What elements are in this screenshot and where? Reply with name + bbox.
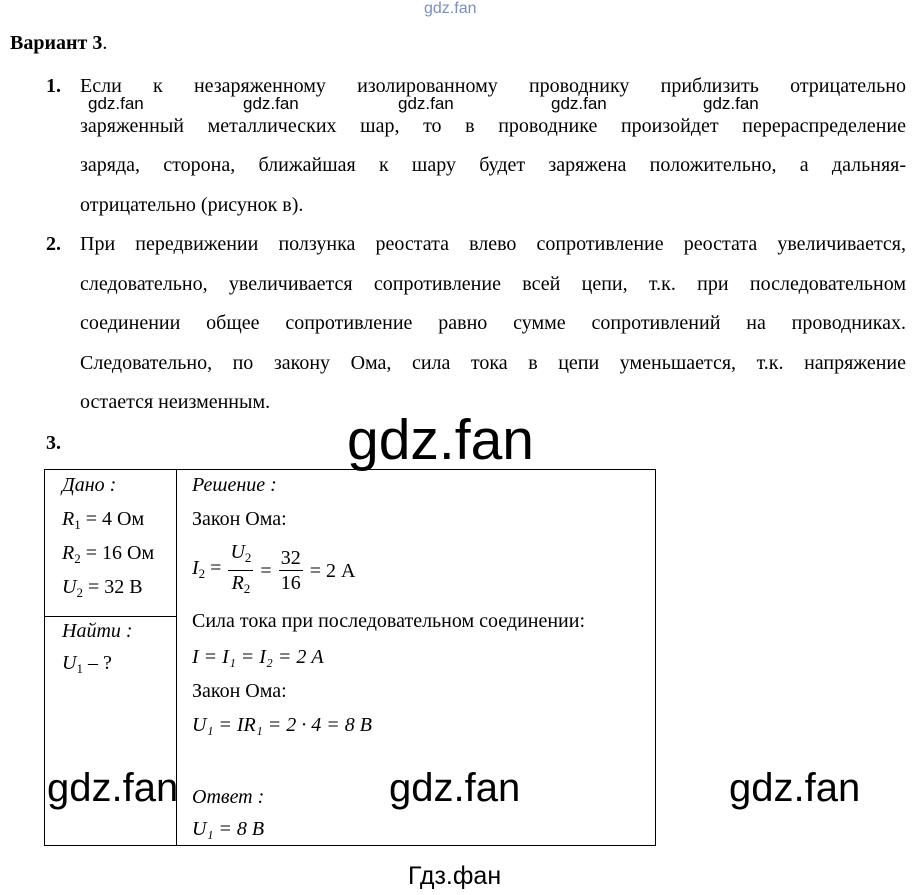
variant-title bbox=[10, 32, 107, 55]
eq1-lhs-sym: I bbox=[192, 556, 199, 579]
given-u2-sym: U bbox=[62, 576, 77, 598]
given-u2-value: = 32 В bbox=[87, 576, 143, 598]
answer-label: Ответ : bbox=[192, 786, 265, 808]
item-2-line-5: остается неизменным. bbox=[80, 391, 271, 413]
given-r1-value: = 4 Ом bbox=[85, 508, 145, 530]
watermark-row-5: gdz.fan bbox=[703, 94, 759, 113]
watermark-top: gdz.fan bbox=[424, 0, 477, 17]
find-label: Найти : bbox=[62, 620, 133, 642]
eq1-fraction-numeric bbox=[279, 546, 303, 595]
watermark-bottom-1: gdz.fan bbox=[47, 766, 179, 810]
item-2-line-2: следовательно, увеличивается сопротивление всей цепи, т.к. при последовательном bbox=[80, 272, 906, 295]
solution-label: Решение : bbox=[192, 474, 277, 496]
law-ohm-2: Закон Ома: bbox=[192, 680, 287, 702]
eq1-lhs-sub: 2 bbox=[198, 565, 206, 581]
item-2-line-3: соединении общее сопротивление равно сумме сопротивлений на проводниках. bbox=[80, 312, 906, 334]
item-2-line-4: Следовательно, по закону Ома, сила тока в цепи уменьшается, т.к. напряжение bbox=[80, 351, 906, 374]
eq1-frac1-num: U bbox=[230, 541, 245, 563]
given-r2 bbox=[62, 542, 154, 567]
watermark-bottom-3: gdz.fan bbox=[729, 766, 861, 810]
equation-i2: $I_2$ = $\frac{U_2}{R_2}$ = $\frac{32}{16}$ = 2 А bbox=[192, 540, 355, 601]
watermark-row-4: gdz.fan bbox=[551, 94, 607, 113]
footer-site-name: Гдз.фан bbox=[408, 862, 502, 890]
item-2-line-1: При передвижении ползунка реостата влево сопротивление реостата увеличивается, bbox=[80, 233, 906, 255]
solution-label-text: Решение bbox=[192, 474, 266, 496]
variant-title-text: Вариант 3 bbox=[10, 32, 103, 54]
watermark-big: gdz.fan bbox=[347, 408, 534, 472]
watermark-bottom-2: gdz.fan bbox=[389, 766, 521, 810]
eq1-fraction-symbolic bbox=[228, 540, 253, 601]
law-ohm-1: Закон Ома: bbox=[192, 508, 287, 530]
given-r2-sym: R bbox=[62, 542, 75, 564]
find-rest: – ? bbox=[87, 652, 112, 674]
item-1-line-2: заряженный металлических шар, то в проводнике произойдет перераспределение bbox=[80, 114, 906, 137]
given-r2-sub: 2 bbox=[74, 551, 81, 566]
find-sym: U bbox=[62, 652, 77, 674]
equation-currents: I = I₁ = I₂ = 2 А bbox=[192, 646, 324, 668]
eq1-frac2-num: 32 bbox=[280, 547, 301, 569]
given-u2 bbox=[62, 576, 143, 601]
item-1-number: 1. bbox=[46, 75, 61, 97]
equation-u1: U₁ = IR₁ = 2 · 4 = 8 В bbox=[192, 714, 372, 736]
eq1-frac1-num-sub: 2 bbox=[244, 550, 252, 565]
eq1-frac1-den: R bbox=[231, 572, 244, 594]
eq1-result: = 2 А bbox=[309, 559, 356, 582]
eq1-frac1-den-sub: 2 bbox=[243, 581, 251, 596]
table-horizontal-divider bbox=[44, 616, 176, 617]
item-1-line-4: отрицательно (рисунок в). bbox=[80, 193, 304, 216]
item-1-line-1: Если к незаряженному изолированному проводнику приблизить отрицательно bbox=[80, 75, 906, 97]
item-1-line-3: заряда, сторона, ближайшая к шару будет заряжена положительно, а дальняя- bbox=[80, 154, 906, 176]
find-value bbox=[62, 652, 112, 677]
given-label-text: Дано bbox=[62, 474, 105, 496]
given-r1-sym: R bbox=[62, 508, 75, 530]
answer-value: U₁ = 8 В bbox=[192, 818, 265, 840]
item-1-text bbox=[80, 67, 906, 225]
answer-label-text: Ответ bbox=[192, 786, 253, 808]
series-current-text: Сила тока при последовательном соединении: bbox=[192, 610, 586, 632]
given-u2-sub: 2 bbox=[76, 585, 83, 600]
watermark-row-3: gdz.fan bbox=[398, 94, 454, 113]
item-2-text bbox=[80, 225, 906, 423]
item-2-number: 2. bbox=[46, 233, 61, 255]
given-r2-value: = 16 Ом bbox=[85, 542, 155, 564]
find-sub: 1 bbox=[76, 661, 83, 676]
watermark-row-2: gdz.fan bbox=[243, 94, 299, 113]
given-label: Дано : bbox=[62, 474, 117, 496]
watermark-row-1: gdz.fan bbox=[88, 94, 144, 113]
given-r1-sub: 1 bbox=[74, 517, 81, 532]
find-label-text: Найти bbox=[62, 620, 121, 642]
eq1-frac2-den: 16 bbox=[280, 572, 301, 594]
variant-title-dot: . bbox=[102, 32, 108, 54]
given-r1 bbox=[62, 508, 144, 533]
item-3-number: 3. bbox=[46, 432, 61, 454]
